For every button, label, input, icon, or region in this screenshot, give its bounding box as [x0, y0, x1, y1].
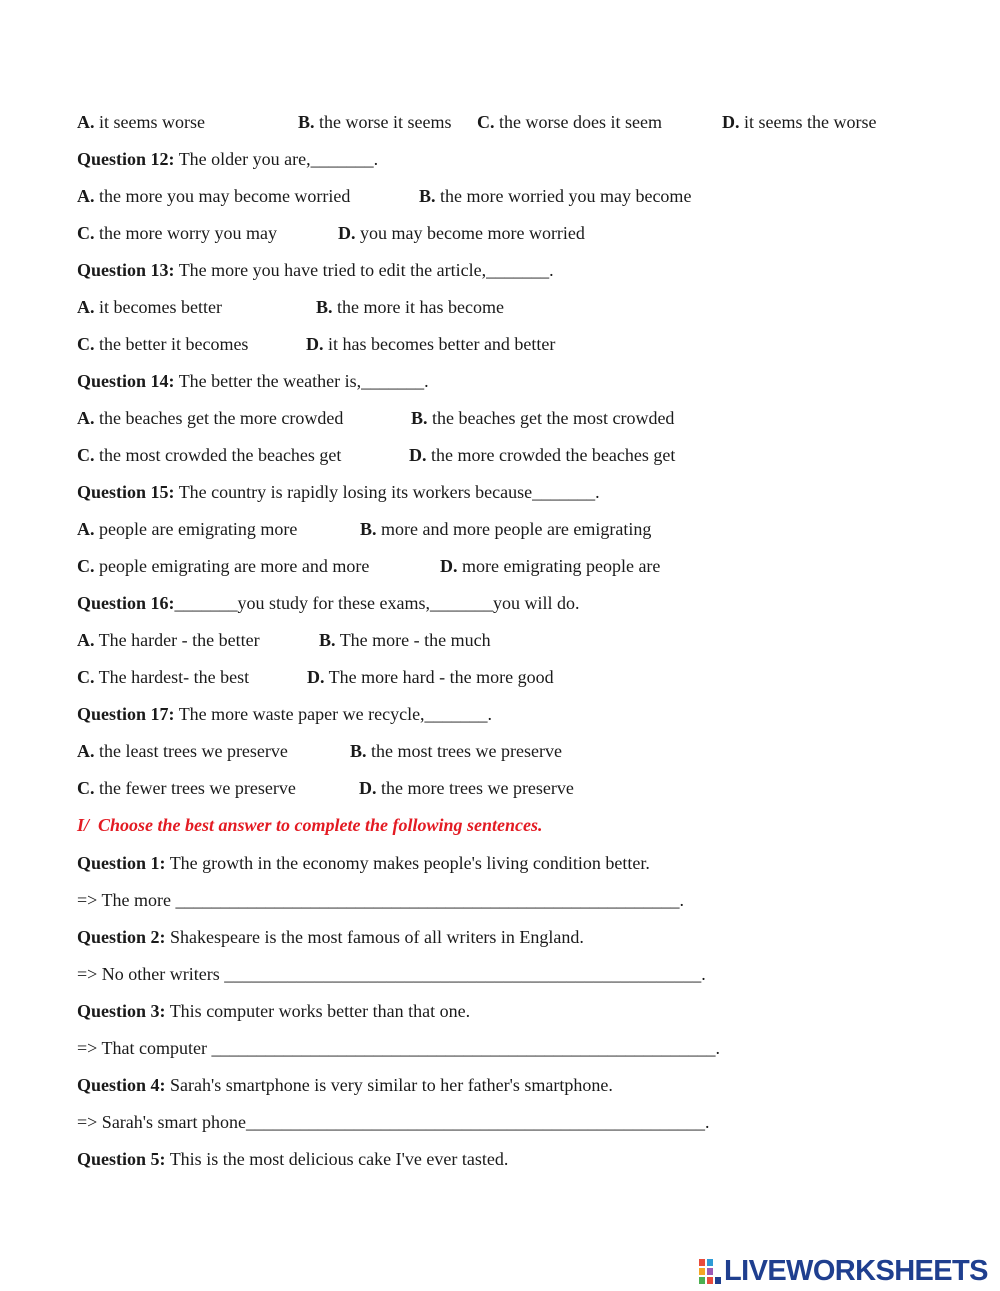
question-13: Question 13: The more you have tried to edit the article,_______.	[77, 260, 554, 280]
question-16: Question 16:_______you study for these exams,_______you will do.	[77, 593, 580, 613]
question-17: Question 17: The more waste paper we recycle,_______.	[77, 704, 493, 724]
q13-option-b[interactable]: B. the more it has become	[316, 297, 504, 317]
liveworksheets-logo-icon	[699, 1258, 721, 1284]
question-14-options-row-1	[77, 407, 675, 429]
q11-option-d[interactable]: D. it seems the worse	[722, 112, 877, 132]
q17-option-c[interactable]: C. the fewer trees we preserve	[77, 778, 296, 798]
question-15-options-row-1	[77, 518, 652, 540]
q15-option-a[interactable]: A. people are emigrating more	[77, 519, 298, 539]
q11-option-a[interactable]: A. it seems worse	[77, 112, 205, 132]
q12-option-a[interactable]: A. the more you may become worried	[77, 186, 351, 206]
question-16-options-row-1	[77, 629, 491, 651]
question-12: Question 12: The older you are,_______.	[77, 149, 379, 169]
rewrite-question-3: Question 3: This computer works better than that one.	[77, 1001, 471, 1021]
question-16-options-row-2	[77, 666, 554, 688]
q11-option-b[interactable]: B. the worse it seems	[298, 112, 452, 132]
q16-option-a[interactable]: A. The harder - the better	[77, 630, 260, 650]
q12-option-b[interactable]: B. the more worried you may become	[419, 186, 692, 206]
question-15-options-row-2	[77, 555, 661, 577]
liveworksheets-logo-text: LIVEWORKSHEETS	[724, 1255, 988, 1287]
q16-option-d[interactable]: D. The more hard - the more good	[307, 667, 554, 687]
rewrite-answer-1[interactable]: => The more ________________________________________________________.	[77, 890, 684, 910]
question-17-options-row-1	[77, 740, 562, 762]
q14-option-c[interactable]: C. the most crowded the beaches get	[77, 445, 342, 465]
q16-option-b[interactable]: B. The more - the much	[319, 630, 491, 650]
rewrite-question-1: Question 1: The growth in the economy makes people's living condition better.	[77, 853, 650, 873]
q14-option-b[interactable]: B. the beaches get the most crowded	[411, 408, 675, 428]
question-13-options-row-2	[77, 333, 556, 355]
rewrite-answer-4[interactable]: => Sarah's smart phone___________________________________________________.	[77, 1112, 710, 1132]
rewrite-question-5: Question 5: This is the most delicious cake I've ever tasted.	[77, 1149, 509, 1169]
q15-option-c[interactable]: C. people emigrating are more and more	[77, 556, 370, 576]
question-17-options-row-2	[77, 777, 574, 799]
question-15: Question 15: The country is rapidly losing its workers because_______.	[77, 482, 600, 502]
question-14-options-row-2	[77, 444, 676, 466]
question-14: Question 14: The better the weather is,_______.	[77, 371, 429, 391]
q14-option-a[interactable]: A. the beaches get the more crowded	[77, 408, 344, 428]
q13-option-c[interactable]: C. the better it becomes	[77, 334, 249, 354]
q15-option-b[interactable]: B. more and more people are emigrating	[360, 519, 652, 539]
rewrite-question-2: Question 2: Shakespeare is the most famous of all writers in England.	[77, 927, 584, 947]
q12-option-d[interactable]: D. you may become more worried	[338, 223, 585, 243]
section-heading: I/ Choose the best answer to complete the following sentences.	[77, 815, 543, 835]
rewrite-question-4: Question 4: Sarah's smartphone is very similar to her father's smartphone.	[77, 1075, 613, 1095]
q11-option-c[interactable]: C. the worse does it seem	[477, 112, 662, 132]
q13-option-d[interactable]: D. it has becomes better and better	[306, 334, 556, 354]
q12-option-c[interactable]: C. the more worry you may	[77, 223, 277, 243]
rewrite-answer-3[interactable]: => That computer ________________________________________________________.	[77, 1038, 720, 1058]
q17-option-d[interactable]: D. the more trees we preserve	[359, 778, 574, 798]
question-13-options-row-1	[77, 296, 504, 318]
liveworksheets-logo	[699, 1256, 988, 1286]
q17-option-b[interactable]: B. the most trees we preserve	[350, 741, 562, 761]
q17-option-a[interactable]: A. the least trees we preserve	[77, 741, 288, 761]
rewrite-answer-2[interactable]: => No other writers _____________________________________________________.	[77, 964, 706, 984]
q13-option-a[interactable]: A. it becomes better	[77, 297, 222, 317]
q15-option-d[interactable]: D. more emigrating people are	[440, 556, 661, 576]
q16-option-c[interactable]: C. The hardest- the best	[77, 667, 250, 687]
q14-option-d[interactable]: D. the more crowded the beaches get	[409, 445, 676, 465]
question-12-options-row-2	[77, 222, 585, 244]
q11-options-row	[77, 111, 877, 133]
question-12-options-row-1	[77, 185, 692, 207]
